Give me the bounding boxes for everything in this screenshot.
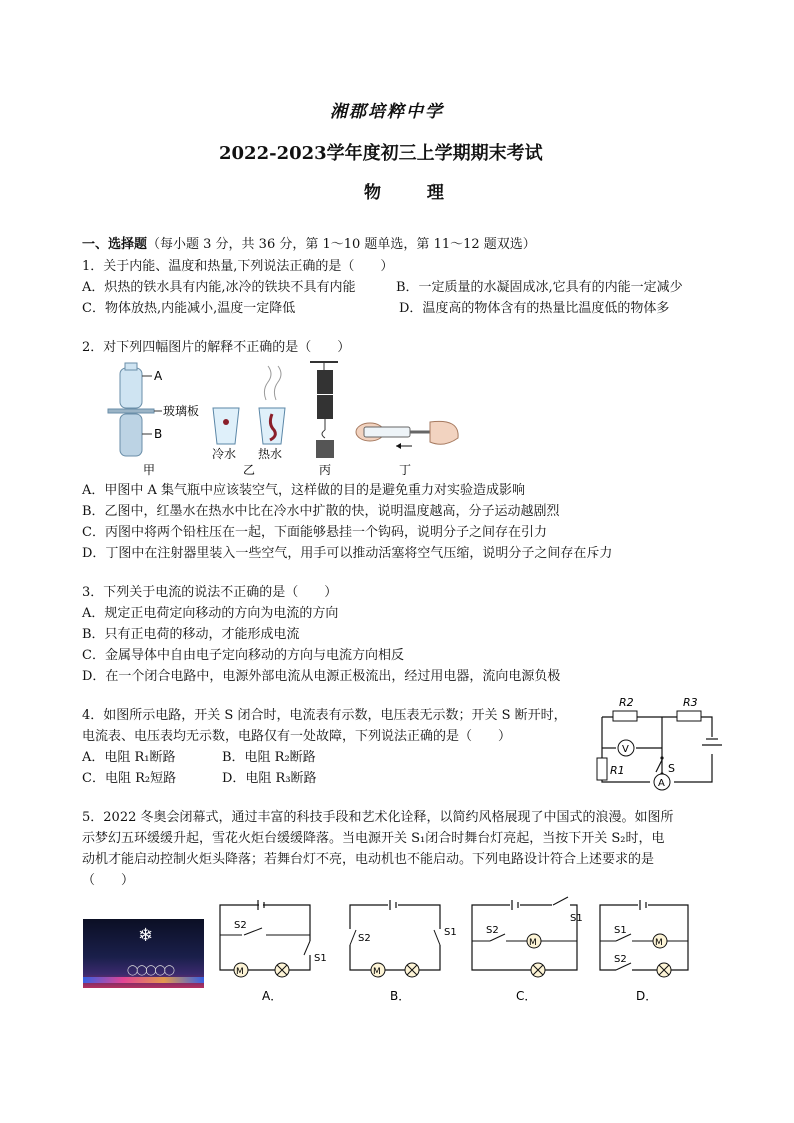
q3-option-b: B．只有正电荷的移动，才能形成电流 — [82, 627, 300, 642]
svg-text:S1: S1 — [570, 913, 583, 924]
q4-option-a: A．电阻 R₁断路 — [82, 750, 176, 765]
switch-label: S — [668, 762, 675, 775]
figure-ding — [356, 421, 458, 477]
r1-label: R1 — [610, 764, 625, 777]
circuit-b-label: B． — [390, 989, 411, 1003]
arrow-icon — [396, 443, 401, 449]
svg-text:S2: S2 — [358, 933, 371, 944]
q2-option-b: B．乙图中，红墨水在热水中比在冷水中扩散的快，说明温度越高，分子运动越剧烈 — [82, 504, 560, 519]
circuit-c-label: C． — [516, 989, 537, 1003]
q1-option-b: B．一定质量的水凝固成冰,它具有的内能一定减少 — [396, 280, 683, 295]
q5-line4: （ ） — [82, 873, 135, 888]
q2-figures — [100, 360, 480, 480]
q4-option-d: D．电阻 R₃断路 — [222, 771, 317, 786]
figure-bing — [310, 362, 338, 477]
jar-b — [120, 414, 142, 456]
label-a: A — [154, 369, 163, 383]
svg-text:S2: S2 — [614, 954, 627, 965]
svg-text:S2: S2 — [486, 925, 499, 936]
r2-label: R2 — [619, 696, 634, 709]
ammeter-label: A — [658, 778, 665, 789]
figure-jia — [108, 363, 199, 477]
q3-option-a: A．规定正电荷定向移动的方向为电流的方向 — [82, 606, 339, 621]
q3-option-d: D．在一个闭合电路中，电源外部电流从电源正极流出，经过用电器，流向电源负极 — [82, 669, 561, 684]
r2-resistor — [613, 711, 637, 721]
circuit-d — [600, 899, 688, 1003]
r1-resistor — [597, 758, 607, 780]
subject-title: 物 理 — [364, 183, 464, 203]
school-name: 湘郡培粹中学 — [330, 102, 444, 122]
circuit-c — [472, 897, 583, 1003]
section-instructions: （每小题 3 分，共 36 分，第 1～10 题单选，第 11～12 题双选） — [147, 237, 536, 252]
lead-cylinder-top — [317, 370, 333, 394]
circuit-a-label: A． — [262, 989, 283, 1003]
q4-option-b: B．电阻 R₂断路 — [222, 750, 316, 765]
q4-option-c: C．电阻 R₂短路 — [82, 771, 177, 786]
q2-stem: 2．对下列四幅图片的解释不正确的是（ ） — [82, 340, 351, 355]
svg-text:S2: S2 — [234, 920, 247, 931]
closing-ceremony-photo — [83, 919, 204, 988]
circuit-a — [220, 899, 327, 1003]
q4-line1: 4．如图所示电路，开关 S 闭合时，电流表有示数，电压表无示数；开关 S 断开时， — [82, 708, 567, 723]
q5-line2: 示梦幻五环缓缓升起，雪花火炬台缓缓降落。当电源开关 S₁闭合时舞台灯亮起，当按下开关 S₂时，电 — [82, 831, 665, 846]
svg-text:M: M — [373, 967, 381, 977]
label-yi: 乙 — [243, 463, 256, 477]
switch-s — [656, 760, 662, 772]
q5-line1: 5．2022 冬奥会闭幕式，通过丰富的科技手段和艺术化诠释，以简约风格展现了中国式的浪漫。如图所 — [82, 810, 674, 825]
label-hot: 热水 — [258, 447, 283, 461]
q3-stem: 3．下列关于电流的说法不正确的是（ ） — [82, 585, 338, 600]
figure-yi — [212, 366, 285, 477]
jar-a — [120, 368, 142, 408]
circuit-b — [347, 899, 457, 1003]
snowflake-icon: ❄ — [138, 925, 154, 946]
q1-stem: 1．关于内能、温度和热量,下列说法正确的是（ ） — [82, 259, 394, 274]
svg-text:M: M — [655, 938, 663, 948]
svg-text:S1: S1 — [614, 925, 627, 936]
svg-text:S1: S1 — [314, 953, 327, 964]
olympic-rings-icon: ◯◯◯◯◯ — [127, 965, 173, 976]
q3-option-c: C．金属导体中自由电子定向移动的方向与电流方向相反 — [82, 648, 404, 663]
section-heading — [82, 236, 536, 254]
syringe — [364, 427, 410, 437]
section-title: 一、选择题 — [82, 237, 148, 252]
svg-text:M: M — [529, 938, 537, 948]
label-jia: 甲 — [143, 463, 156, 477]
q4-circuit — [592, 692, 742, 802]
hook-weight — [316, 440, 334, 458]
label-ding: 丁 — [399, 463, 412, 477]
lead-cylinder-bottom — [317, 395, 333, 419]
label-glass: 玻璃板 — [163, 404, 200, 418]
q1-option-c: C．物体放热,内能减小,温度一定降低 — [82, 301, 296, 316]
q2-option-c: C．丙图中将两个铅柱压在一起，下面能够悬挂一个钩码，说明分子之间存在引力 — [82, 525, 547, 540]
circuit-d-label: D． — [636, 989, 658, 1003]
q4-line2: 电流表、电压表均无示数，电路仅有一处故障，下列说法正确的是（ ） — [82, 729, 512, 744]
exam-title: 2022-2023学年度初三上学期期末考试 — [219, 143, 543, 164]
glass-plate — [108, 409, 154, 413]
q5-circuit-options — [210, 893, 700, 1008]
label-bing: 丙 — [319, 463, 332, 477]
r3-label: R3 — [683, 696, 698, 709]
label-cold: 冷水 — [212, 447, 237, 461]
steam — [264, 366, 271, 400]
cold-beaker — [213, 408, 239, 444]
voltmeter-label: V — [622, 744, 629, 755]
label-b: B — [154, 427, 163, 441]
q1-option-d: D．温度高的物体含有的热量比温度低的物体多 — [399, 301, 670, 316]
q2-option-d: D．丁图中在注射器里装入一些空气，用手可以推动活塞将空气压缩，说明分子之间存在斥力 — [82, 546, 613, 561]
hand — [430, 421, 458, 444]
q2-option-a: A．甲图中 A 集气瓶中应该装空气，这样做的目的是避免重力对实验造成影响 — [82, 483, 526, 498]
r3-resistor — [677, 711, 701, 721]
svg-text:M: M — [236, 967, 244, 977]
svg-text:S1: S1 — [444, 927, 457, 938]
q1-option-a: A．炽热的铁水具有内能,冰冷的铁块不具有内能 — [82, 280, 356, 295]
q5-line3: 动机才能启动控制火炬头降落；若舞台灯不亮，电动机也不能启动。下列电路设计符合上述要求的是 — [82, 852, 655, 867]
